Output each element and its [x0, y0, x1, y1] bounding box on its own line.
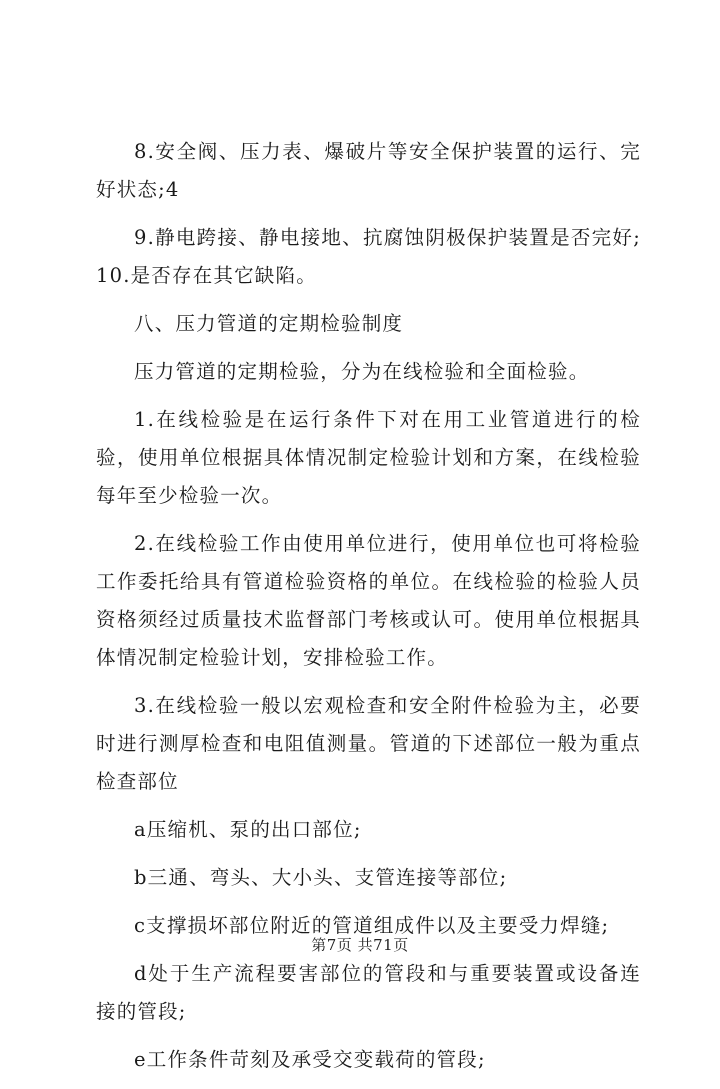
section-heading: 八、压力管道的定期检验制度 [134, 312, 404, 335]
page-number-footer: 第7页 共71页 [311, 936, 409, 954]
list-item-e: e工作条件苛刻及承受交变载荷的管段; [134, 1048, 486, 1071]
list-item-a: a压缩机、泵的出口部位; [134, 818, 362, 841]
list-item-c: c支撑损坏部位附近的管道组成件以及主要受力焊缝; [134, 914, 610, 937]
paragraph-item-1: 1.在线检验是在运行条件下对在用工业管道进行的检验，使用单位根据具体情况制定检验计划和方案，在线检验每年至少检验一次。 [96, 408, 641, 507]
paragraph-item-2: 2.在线检验工作由使用单位进行，使用单位也可将检验工作委托给具有管道检验资格的单位。在线检验的检验人员资格须经过质量技术监督部门考核或认可。使用单位根据具体情况制定检验计划，安排检验工作。 [96, 532, 641, 669]
paragraph-item-8: 8.安全阀、压力表、爆破片等安全保护装置的运行、完好状态;4 [96, 140, 641, 201]
paragraph-intro: 压力管道的定期检验，分为在线检验和全面检验。 [134, 360, 590, 383]
list-item-d: d处于生产流程要害部位的管段和与重要装置或设备连接的管段; [96, 962, 641, 1023]
list-item-b: b三通、弯头、大小头、支管连接等部位; [134, 866, 508, 889]
paragraph-item-9-10: 9.静电跨接、静电接地、抗腐蚀阴极保护装置是否完好;10.是否存在其它缺陷。 [96, 226, 641, 287]
paragraph-item-3: 3.在线检验一般以宏观检查和安全附件检验为主，必要时进行测厚检查和电阻值测量。管道的下述部位一般为重点检查部位 [96, 694, 641, 793]
